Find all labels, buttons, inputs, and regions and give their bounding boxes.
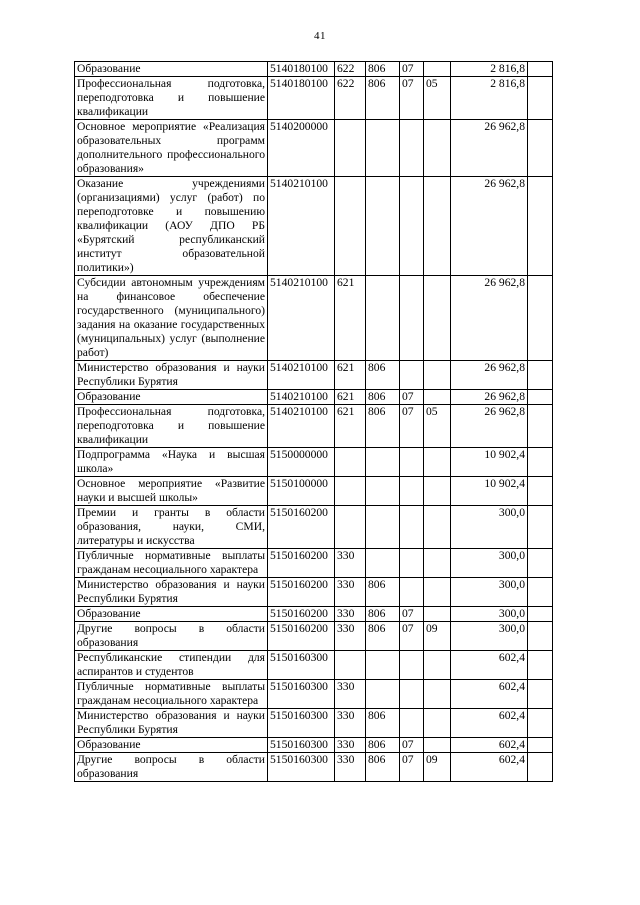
expense-type-cell: 622 bbox=[335, 77, 366, 120]
row-name-cell: Основное мероприятие «Реализация образовательных программ дополнительного профессионального образования» bbox=[75, 120, 268, 177]
table-row bbox=[75, 448, 553, 477]
ministry-code-cell: 806 bbox=[366, 578, 400, 607]
empty-cell bbox=[528, 506, 553, 549]
expense-type-cell: 330 bbox=[335, 680, 366, 709]
amount-cell: 602,4 bbox=[451, 738, 528, 753]
subsection-cell bbox=[424, 361, 451, 390]
target-code-cell: 5150160300 bbox=[268, 738, 335, 753]
expense-type-cell: 622 bbox=[335, 62, 366, 77]
ministry-code-cell bbox=[366, 549, 400, 578]
row-name-cell: Образование bbox=[75, 390, 268, 405]
page-number: 41 bbox=[314, 30, 326, 42]
target-code-cell: 5140180100 bbox=[268, 77, 335, 120]
ministry-code-cell bbox=[366, 276, 400, 361]
row-name-cell: Профессиональная подготовка, переподготовка и повышение квалификации bbox=[75, 77, 268, 120]
subsection-cell: 05 bbox=[424, 405, 451, 448]
section-cell bbox=[400, 506, 424, 549]
table-row bbox=[75, 62, 553, 77]
ministry-code-cell: 806 bbox=[366, 607, 400, 622]
amount-cell: 300,0 bbox=[451, 607, 528, 622]
target-code-cell: 5140180100 bbox=[268, 62, 335, 77]
target-code-cell: 5140210100 bbox=[268, 361, 335, 390]
expense-type-cell: 621 bbox=[335, 276, 366, 361]
target-code-cell: 5150160300 bbox=[268, 753, 335, 782]
ministry-code-cell bbox=[366, 177, 400, 276]
empty-cell bbox=[528, 753, 553, 782]
subsection-cell bbox=[424, 549, 451, 578]
empty-cell bbox=[528, 709, 553, 738]
ministry-code-cell: 806 bbox=[366, 405, 400, 448]
expense-type-cell bbox=[335, 120, 366, 177]
empty-cell bbox=[528, 361, 553, 390]
ministry-code-cell bbox=[366, 680, 400, 709]
target-code-cell: 5140210100 bbox=[268, 390, 335, 405]
section-cell: 07 bbox=[400, 622, 424, 651]
empty-cell bbox=[528, 448, 553, 477]
subsection-cell bbox=[424, 177, 451, 276]
empty-cell bbox=[528, 738, 553, 753]
empty-cell bbox=[528, 622, 553, 651]
section-cell bbox=[400, 709, 424, 738]
amount-cell: 10 902,4 bbox=[451, 448, 528, 477]
table-row bbox=[75, 709, 553, 738]
ministry-code-cell bbox=[366, 477, 400, 506]
ministry-code-cell: 806 bbox=[366, 622, 400, 651]
empty-cell bbox=[528, 77, 553, 120]
section-cell: 07 bbox=[400, 77, 424, 120]
row-name-cell: Подпрограмма «Наука и высшая школа» bbox=[75, 448, 268, 477]
table-row bbox=[75, 405, 553, 448]
ministry-code-cell bbox=[366, 506, 400, 549]
empty-cell bbox=[528, 477, 553, 506]
empty-cell bbox=[528, 62, 553, 77]
row-name-cell: Субсидии автономным учреждениям на финансовое обеспечение государственного (муниципального) задания на оказание государственных (муниципальных) услуг (выполнение работ) bbox=[75, 276, 268, 361]
ministry-code-cell bbox=[366, 651, 400, 680]
row-name-cell: Министерство образования и науки Республики Бурятия bbox=[75, 578, 268, 607]
section-cell bbox=[400, 120, 424, 177]
section-cell: 07 bbox=[400, 62, 424, 77]
expense-type-cell: 621 bbox=[335, 361, 366, 390]
target-code-cell: 5140210100 bbox=[268, 405, 335, 448]
subsection-cell bbox=[424, 607, 451, 622]
table-row bbox=[75, 578, 553, 607]
ministry-code-cell: 806 bbox=[366, 77, 400, 120]
section-cell bbox=[400, 578, 424, 607]
amount-cell: 26 962,8 bbox=[451, 120, 528, 177]
ministry-code-cell: 806 bbox=[366, 390, 400, 405]
target-code-cell: 5140200000 bbox=[268, 120, 335, 177]
empty-cell bbox=[528, 607, 553, 622]
expense-type-cell bbox=[335, 477, 366, 506]
subsection-cell bbox=[424, 276, 451, 361]
row-name-cell: Другие вопросы в области образования bbox=[75, 622, 268, 651]
row-name-cell: Министерство образования и науки Республики Бурятия bbox=[75, 709, 268, 738]
empty-cell bbox=[528, 549, 553, 578]
empty-cell bbox=[528, 651, 553, 680]
ministry-code-cell: 806 bbox=[366, 753, 400, 782]
subsection-cell bbox=[424, 709, 451, 738]
target-code-cell: 5150160200 bbox=[268, 622, 335, 651]
row-name-cell: Другие вопросы в области образования bbox=[75, 753, 268, 782]
expense-type-cell: 330 bbox=[335, 578, 366, 607]
ministry-code-cell bbox=[366, 120, 400, 177]
subsection-cell bbox=[424, 578, 451, 607]
amount-cell: 26 962,8 bbox=[451, 405, 528, 448]
section-cell: 07 bbox=[400, 753, 424, 782]
subsection-cell bbox=[424, 477, 451, 506]
amount-cell: 2 816,8 bbox=[451, 62, 528, 77]
section-cell: 07 bbox=[400, 607, 424, 622]
section-cell: 07 bbox=[400, 405, 424, 448]
row-name-cell: Основное мероприятие «Развитие науки и высшей школы» bbox=[75, 477, 268, 506]
ministry-code-cell bbox=[366, 448, 400, 477]
table-body bbox=[75, 62, 553, 782]
empty-cell bbox=[528, 405, 553, 448]
amount-cell: 26 962,8 bbox=[451, 361, 528, 390]
table-row bbox=[75, 738, 553, 753]
target-code-cell: 5150160300 bbox=[268, 680, 335, 709]
table-row bbox=[75, 622, 553, 651]
empty-cell bbox=[528, 390, 553, 405]
amount-cell: 26 962,8 bbox=[451, 177, 528, 276]
subsection-cell: 09 bbox=[424, 753, 451, 782]
table-row bbox=[75, 549, 553, 578]
table-row bbox=[75, 276, 553, 361]
amount-cell: 300,0 bbox=[451, 578, 528, 607]
table-row bbox=[75, 680, 553, 709]
target-code-cell: 5150160300 bbox=[268, 651, 335, 680]
subsection-cell bbox=[424, 651, 451, 680]
subsection-cell bbox=[424, 62, 451, 77]
subsection-cell bbox=[424, 680, 451, 709]
target-code-cell: 5150160300 bbox=[268, 709, 335, 738]
empty-cell bbox=[528, 177, 553, 276]
amount-cell: 602,4 bbox=[451, 753, 528, 782]
empty-cell bbox=[528, 276, 553, 361]
section-cell bbox=[400, 177, 424, 276]
expense-type-cell bbox=[335, 177, 366, 276]
amount-cell: 602,4 bbox=[451, 651, 528, 680]
target-code-cell: 5150100000 bbox=[268, 477, 335, 506]
subsection-cell: 09 bbox=[424, 622, 451, 651]
amount-cell: 10 902,4 bbox=[451, 477, 528, 506]
expense-type-cell: 330 bbox=[335, 753, 366, 782]
row-name-cell: Профессиональная подготовка, переподготовка и повышение квалификации bbox=[75, 405, 268, 448]
row-name-cell: Оказание учреждениями (организациями) услуг (работ) по переподготовке и повышению квалификации (АОУ ДПО РБ «Бурятский республиканский институт образовательной политики») bbox=[75, 177, 268, 276]
empty-cell bbox=[528, 120, 553, 177]
row-name-cell: Образование bbox=[75, 62, 268, 77]
section-cell bbox=[400, 651, 424, 680]
section-cell bbox=[400, 680, 424, 709]
target-code-cell: 5140210100 bbox=[268, 276, 335, 361]
expense-type-cell bbox=[335, 651, 366, 680]
table-row bbox=[75, 361, 553, 390]
amount-cell: 300,0 bbox=[451, 549, 528, 578]
section-cell bbox=[400, 477, 424, 506]
expense-type-cell: 330 bbox=[335, 549, 366, 578]
table-row bbox=[75, 177, 553, 276]
expense-type-cell: 621 bbox=[335, 405, 366, 448]
row-name-cell: Публичные нормативные выплаты гражданам несоциального характера bbox=[75, 549, 268, 578]
subsection-cell bbox=[424, 506, 451, 549]
table-row bbox=[75, 77, 553, 120]
subsection-cell bbox=[424, 390, 451, 405]
expense-type-cell bbox=[335, 506, 366, 549]
subsection-cell bbox=[424, 738, 451, 753]
ministry-code-cell: 806 bbox=[366, 709, 400, 738]
ministry-code-cell: 806 bbox=[366, 361, 400, 390]
expense-type-cell: 330 bbox=[335, 622, 366, 651]
row-name-cell: Образование bbox=[75, 607, 268, 622]
budget-table bbox=[74, 61, 553, 782]
section-cell bbox=[400, 361, 424, 390]
amount-cell: 26 962,8 bbox=[451, 390, 528, 405]
target-code-cell: 5150160200 bbox=[268, 506, 335, 549]
amount-cell: 2 816,8 bbox=[451, 77, 528, 120]
amount-cell: 602,4 bbox=[451, 680, 528, 709]
amount-cell: 300,0 bbox=[451, 506, 528, 549]
empty-cell bbox=[528, 680, 553, 709]
section-cell bbox=[400, 549, 424, 578]
expense-type-cell: 330 bbox=[335, 709, 366, 738]
subsection-cell: 05 bbox=[424, 77, 451, 120]
row-name-cell: Образование bbox=[75, 738, 268, 753]
target-code-cell: 5150160200 bbox=[268, 549, 335, 578]
expense-type-cell bbox=[335, 448, 366, 477]
empty-cell bbox=[528, 578, 553, 607]
section-cell bbox=[400, 276, 424, 361]
section-cell: 07 bbox=[400, 390, 424, 405]
row-name-cell: Публичные нормативные выплаты гражданам несоциального характера bbox=[75, 680, 268, 709]
expense-type-cell: 621 bbox=[335, 390, 366, 405]
table-row bbox=[75, 607, 553, 622]
table-row bbox=[75, 753, 553, 782]
amount-cell: 300,0 bbox=[451, 622, 528, 651]
row-name-cell: Министерство образования и науки Республики Бурятия bbox=[75, 361, 268, 390]
table-row bbox=[75, 651, 553, 680]
amount-cell: 602,4 bbox=[451, 709, 528, 738]
table-row bbox=[75, 506, 553, 549]
section-cell: 07 bbox=[400, 738, 424, 753]
target-code-cell: 5140210100 bbox=[268, 177, 335, 276]
ministry-code-cell: 806 bbox=[366, 738, 400, 753]
expense-type-cell: 330 bbox=[335, 738, 366, 753]
row-name-cell: Премии и гранты в области образования, науки, СМИ, литературы и искусства bbox=[75, 506, 268, 549]
ministry-code-cell: 806 bbox=[366, 62, 400, 77]
target-code-cell: 5150160200 bbox=[268, 607, 335, 622]
target-code-cell: 5150000000 bbox=[268, 448, 335, 477]
table-row bbox=[75, 120, 553, 177]
table-row bbox=[75, 390, 553, 405]
table-row bbox=[75, 477, 553, 506]
expense-type-cell: 330 bbox=[335, 607, 366, 622]
subsection-cell bbox=[424, 120, 451, 177]
subsection-cell bbox=[424, 448, 451, 477]
section-cell bbox=[400, 448, 424, 477]
amount-cell: 26 962,8 bbox=[451, 276, 528, 361]
target-code-cell: 5150160200 bbox=[268, 578, 335, 607]
row-name-cell: Республиканские стипендии для аспирантов и студентов bbox=[75, 651, 268, 680]
